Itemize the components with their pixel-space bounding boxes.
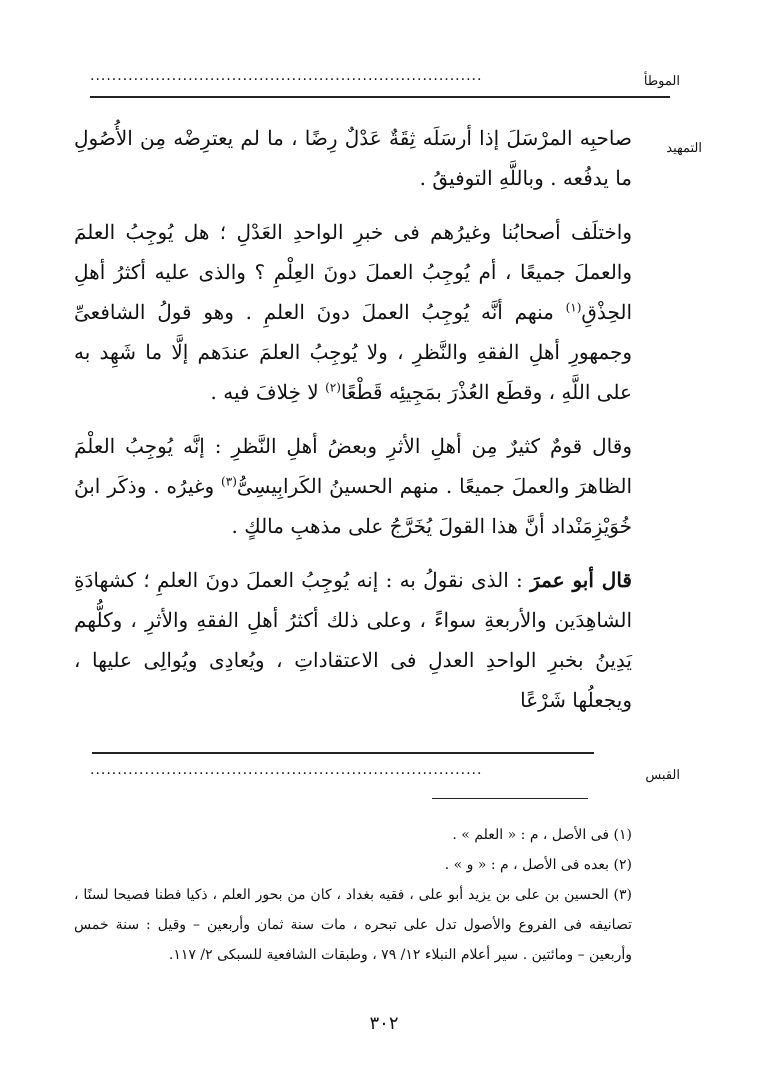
main-text bbox=[74, 118, 632, 720]
paragraph-1 bbox=[74, 118, 632, 198]
page-number: ٣٠٢ bbox=[369, 1013, 399, 1034]
footnote-separator bbox=[432, 798, 588, 799]
footnote-3: (٣) الحسين بن على بن يزيد أبو على ، فقيه بغداد ، كان من بحور العلم ، ذكيا فطنا فصيحا لسنًا ، تصانيفه فى الفروع والأصول تدل على تبحره ، مات سنة ثمان وأربعين – وقيل : سنة خمس وأربعين – ومائتين . سير أعلام النبلاء ١٢/ ٧٩ ، وطبقات الشافعية للسبكى ٢/ ١١٧. bbox=[74, 887, 632, 963]
paragraph-1-text: صاحبِه المرْسَلَ إذا أرسَلَه ثِقَةٌ عَدْلٌ رِضًا ، ما لم يعترِضْه مِن الأُصُولِ ما يدفُعه . وباللَّهِ التوفيقُ . bbox=[74, 126, 632, 190]
paragraph-4 bbox=[74, 560, 632, 720]
paragraph-2 bbox=[74, 212, 632, 412]
paragraph-4-text: : الذى نقولُ به : إنه يُوجِبُ العملَ دونَ العلمِ ؛ كشهادَةِ الشاهِدَين والأربعةِ سواءً ، وعلى ذلك أكثرُ أهلِ الفقهِ والأثرِ ، وكلُّهم يَدِينُ بخبرِ الواحدِ العدلِ فى الاعتقاداتِ ، ويُعادِى ويُوالِى عليها ، ويجعلُها شَرْعًا bbox=[74, 568, 632, 712]
paragraph-3 bbox=[74, 426, 632, 546]
footnote-ref-2: (٢) bbox=[325, 380, 341, 395]
paragraph-2-text-c: لا خِلافَ فيه . bbox=[210, 380, 326, 404]
margin-label-qabas: القبس bbox=[645, 768, 680, 783]
footnote-1: (١) فى الأصل ، م : « العلم » . bbox=[452, 827, 632, 843]
footnote-2: (٢) بعده فى الأصل ، م : « و » . bbox=[444, 857, 632, 873]
paragraph-3-text-a: وقال قومٌ كثيرٌ مِن أهلِ الأثرِ وبعضُ أهلِ النَّظرِ : إنَّه يُوجِبُ العلْمَ الظاهرَ والعملَ جميعًا . منهم الحسينُ الكَرابِيسِىُّ bbox=[74, 434, 632, 498]
body-end-rule bbox=[92, 752, 594, 754]
speaker-name: قال أبو عمرَ bbox=[530, 568, 632, 592]
header-rule bbox=[90, 96, 670, 98]
paragraph-3-text-b: وغيرُه . وذكَر ابنُ خُوَيْزِمَنْداد أنَّ هذا القولَ يُخَرَّجُ على مذهبِ مالكٍ . bbox=[74, 474, 632, 538]
paragraph-2-text-b: منهم أنَّه يُوجِبُ العملَ دونَ العلمِ . وهو قولُ الشافعىِّ وجمهورِ أهلِ الفقهِ والنَّظرِ ، ولا يُوجِبُ العلمَ عندَهم إلَّا ما شَهِد به على اللَّهِ ، وقطَع العُذْرَ بمَجِيئِه قَطْعًا bbox=[74, 300, 632, 404]
margin-label-tamhid: التمهيد bbox=[666, 141, 702, 156]
header-dotted-leader: ........................................................................ bbox=[90, 68, 483, 84]
footnotes bbox=[74, 820, 632, 970]
footnote-ref-1: (١) bbox=[565, 300, 582, 315]
running-title: الموطأ bbox=[643, 74, 680, 89]
qabas-dotted-leader: ........................................................................ bbox=[90, 762, 483, 778]
footnote-ref-3: (٣) bbox=[221, 474, 237, 489]
paragraph-2-text-a: واختلَف أصحابُنا وغيرُهم فى خبرِ الواحدِ العَدْلِ ؛ هل يُوجِبُ العلمَ والعملَ جميعًا ، أم يُوجِبُ العملَ دونَ العِلْمِ ؟ والذى عليه أكثرُ أهلِ الحِذْقِ bbox=[74, 220, 632, 324]
